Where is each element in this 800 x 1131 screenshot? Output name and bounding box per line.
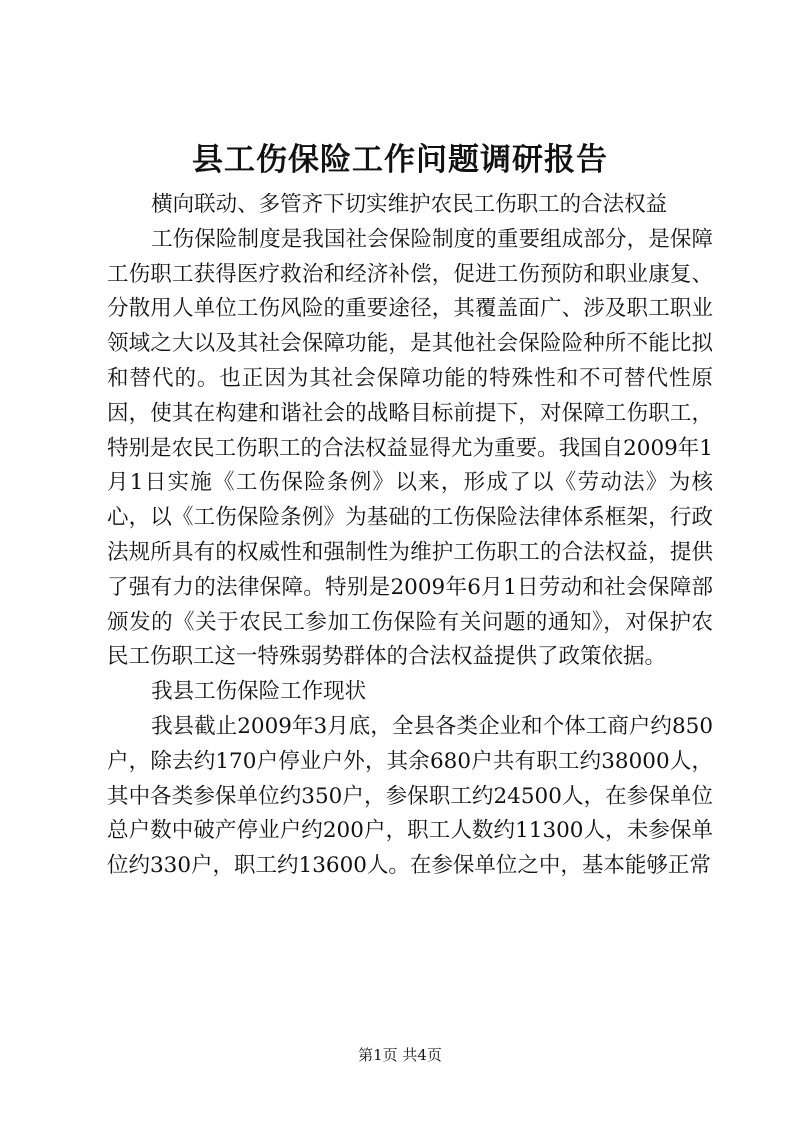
section-heading: 我县工伤保险工作现状 [151, 679, 367, 705]
paragraph-status: 我县截止2009年3月底，全县各类企业和个体工商户约850户，除去约170户停业户外，其余680户共有职工约38000人，其中各类参保单位约350户，参保职工约24500人，在参保单位总户数中破产停业户约200户，职工人数约11300人，未参保单位约330户，职工约13600人。在参保单位之中，基本能够正常 [107, 713, 713, 879]
page-footer: 第1页 共4页 [358, 1046, 442, 1064]
document-title: 县工伤保险工作问题调研报告 [192, 142, 608, 178]
paragraph-intro: 工伤保险制度是我国社会保险制度的重要组成部分，是保障工伤职工获得医疗救治和经济补偿，促进工伤预防和职业康复、分散用人单位工伤风险的重要途径，其覆盖面广、涉及职工职业领域之大以及其社会保障功能，是其他社会保险险种所不能比拟和替代的。也正因为其社会保障功能的特殊性和不可替代性原因，使其在构建和谐社会的战略目标前提下，对保障工伤职工，特别是农民工伤职工的合法权益显得尤为重要。我国自2009年1月1日实施《工伤保险条例》以来，形成了以《劳动法》为核心，以《工伤保险条例》为基础的工伤保险法律体系框架，行政法规所具有的权威性和强制性为维护工伤职工的合法权益，提供了强有力的法律保障。特别是2009年6月1日劳动和社会保障部颁发的《关于农民工参加工伤保险有关问题的通知》，对保护农民工伤职工这一特殊弱势群体的合法权益提供了政策依据。 [107, 226, 713, 670]
document-body [107, 188, 713, 884]
document-subtitle: 横向联动、多管齐下切实维护农民工伤职工的合法权益 [151, 192, 668, 217]
